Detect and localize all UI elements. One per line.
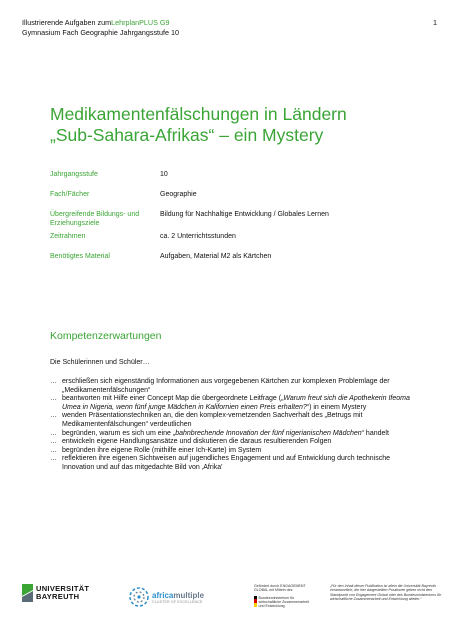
german-flag-icon bbox=[254, 596, 257, 607]
meta-value: Bildung für Nachhaltige Entwicklung / Globales Lernen bbox=[160, 211, 329, 218]
list-item-text: beantworten mit Hilfe einer Concept Map die übergeordnete Leitfrage („Warum freut sich die Apothekerin Ifeoma Umea in Nigeria, wenn fünf junge Mädchen in Kalifornien einen Preis erhalten?“) in einem Mystery bbox=[62, 395, 410, 411]
list-item-text: entwickeln eigene Handlungsansätze und diskutieren die daraus resultierenden Folgen bbox=[62, 438, 332, 446]
list-marker: … bbox=[50, 438, 57, 446]
document-title bbox=[50, 104, 430, 146]
meta-label: Fach/Fächer bbox=[50, 191, 90, 198]
africa-subtitle: CLUSTER OF EXCELLENCE bbox=[152, 599, 203, 604]
header-prefix: Illustrierende Aufgaben zum bbox=[22, 18, 112, 27]
title-line-2: „Sub-Sahara-Afrikas“ – ein Mystery bbox=[50, 125, 324, 145]
page-header bbox=[22, 18, 437, 38]
title-line-1: Medikamentenfälschungen in Ländern bbox=[50, 104, 347, 124]
bmz-logo bbox=[254, 584, 316, 608]
list-marker: … bbox=[50, 378, 57, 385]
page-footer bbox=[0, 572, 455, 632]
list-item-text: wenden Präsentationstechniken an, die den komplex-vernetzenden Sachverhalt des „Betrugs mit Medikamentenfälschungen“ verdeutlichen bbox=[62, 412, 363, 428]
header-line-1 bbox=[22, 18, 437, 28]
list-item-text: reflektieren ihre eigenen Sichtweisen auf jugendliches Engagement und auf Entwicklung durch technische Innovation und auf das mitgedachte Bild von ‚Afrika' bbox=[62, 455, 391, 471]
list-marker: … bbox=[50, 395, 57, 403]
meta-row bbox=[50, 170, 440, 190]
list-item bbox=[50, 412, 410, 429]
list-item-text: erschließen sich eigenständig Informationen aus vorgegebenen Kärtchen zur komplexen Problemlage der „Medikamentenfälschungen“ bbox=[62, 378, 390, 394]
africa-swirl-icon bbox=[128, 586, 150, 608]
meta-row bbox=[50, 232, 440, 252]
meta-row bbox=[50, 210, 440, 232]
africa-multiple-logo bbox=[128, 586, 204, 608]
meta-label: Zeitrahmen bbox=[50, 233, 86, 240]
competency-list bbox=[50, 378, 410, 473]
meta-value: ca. 2 Unterrichtsstunden bbox=[160, 233, 236, 240]
meta-label: Jahrgangsstufe bbox=[50, 171, 98, 178]
lehrplan-link[interactable]: LehrplanPLUS G9 bbox=[111, 18, 170, 27]
ubt-shield-icon bbox=[22, 584, 33, 602]
meta-label: Benötigtes Material bbox=[50, 253, 110, 260]
meta-value: 10 bbox=[160, 171, 168, 178]
meta-value: Aufgaben, Material M2 als Kärtchen bbox=[160, 253, 272, 260]
list-marker: … bbox=[50, 455, 57, 463]
list-item bbox=[50, 378, 410, 395]
funding-note: Gefördert durch ENGAGEMENT GLOBAL mit Mitteln des bbox=[254, 584, 306, 593]
disclaimer-text: „Für den Inhalt dieser Publikation ist allein die Universität Bayreuth verantwortlich; die hier dargestellten Positionen geben nicht den Standpunkt von Engagement Global oder des Bundesministeriums für wirtschaftliche Zusammenarbeit und Entwicklung wieder.“ bbox=[330, 584, 442, 601]
header-line-2: Gymnasium Fach Geographie Jahrgangsstufe 10 bbox=[22, 28, 180, 37]
list-item bbox=[50, 447, 410, 456]
bmz-ministry-name: Bundesministerium für wirtschaftliche Zusammenarbeit und Entwicklung bbox=[258, 595, 310, 609]
meta-value: Geographie bbox=[160, 191, 197, 198]
meta-row bbox=[50, 252, 440, 272]
list-item bbox=[50, 430, 410, 439]
meta-label: Übergreifende Bildungs- und Erziehungsziele bbox=[50, 211, 140, 227]
intro-text: Die Schülerinnen und Schüler… bbox=[50, 359, 150, 366]
list-marker: … bbox=[50, 446, 57, 454]
bmz-emblem bbox=[254, 596, 316, 609]
list-item bbox=[50, 395, 410, 412]
meta-row bbox=[50, 190, 440, 210]
list-item bbox=[50, 438, 410, 447]
meta-table bbox=[50, 170, 440, 272]
africa-wordmark: africamultiple bbox=[152, 590, 205, 600]
list-item bbox=[50, 455, 410, 472]
page-number: 1 bbox=[433, 18, 437, 27]
list-marker: … bbox=[50, 429, 57, 437]
list-marker: … bbox=[50, 412, 57, 420]
list-item-text: begründen ihre eigene Rolle (mithilfe einer Ich-Karte) im System bbox=[62, 446, 262, 454]
section-heading: Kompetenzerwartungen bbox=[50, 330, 162, 342]
ubt-wordmark: UNIVERSITÄT BAYREUTH bbox=[36, 584, 90, 601]
list-item-text: begründen, warum es sich um eine „bahnbrechende Innovation der fünf nigerianischen Mädchen“ handelt bbox=[62, 429, 389, 437]
university-bayreuth-logo bbox=[22, 584, 89, 602]
